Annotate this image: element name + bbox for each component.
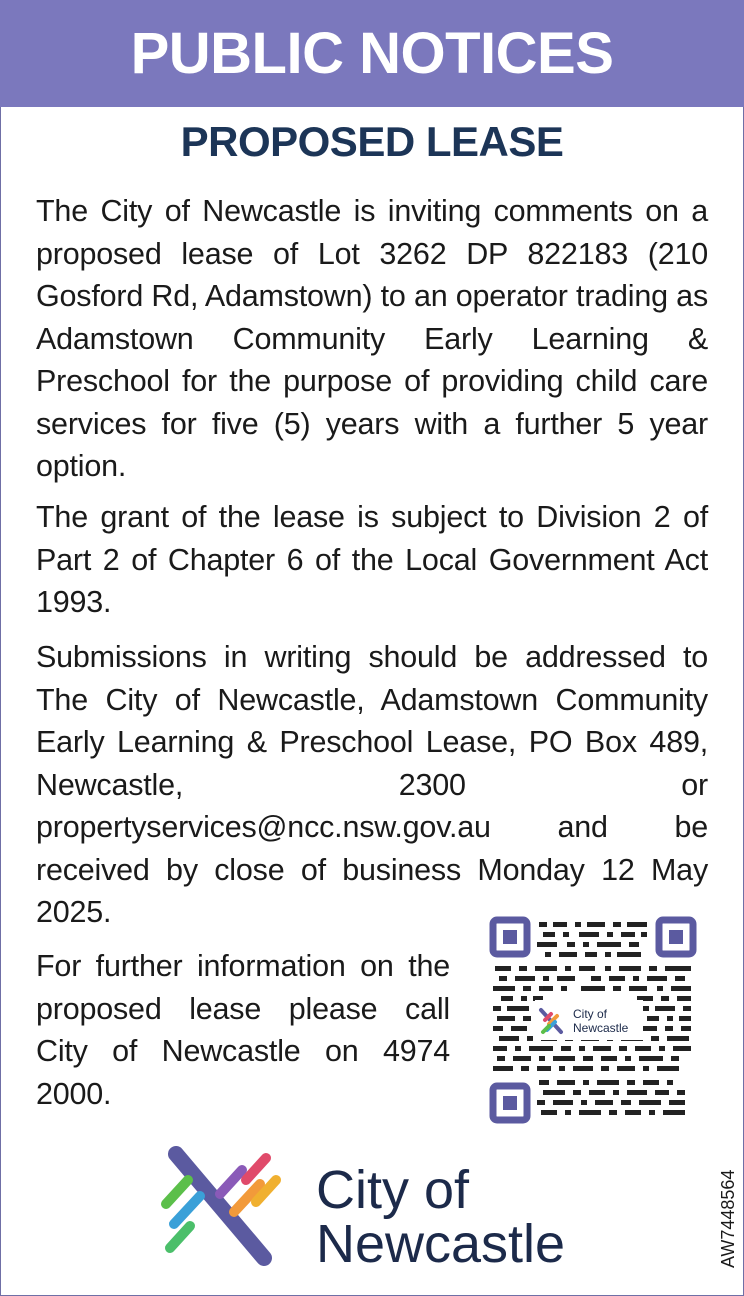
paragraph-further-info: For further information on the proposed lease please call City of Newcastle on 4974 2000. bbox=[36, 949, 450, 1111]
banner-title: PUBLIC NOTICES bbox=[0, 0, 744, 107]
logo-text-line1: City of bbox=[316, 1160, 470, 1220]
qr-logo-text-line2: Newcastle bbox=[573, 1021, 629, 1035]
logo-mark-icon bbox=[166, 1154, 276, 1258]
paragraph-legislation: The grant of the lease is subject to Division 2 of Part 2 of Chapter 6 of the Local Government Act 1993. bbox=[36, 500, 708, 619]
city-of-newcastle-logo bbox=[160, 1140, 600, 1275]
qr-logo-text-line1: City of bbox=[573, 1007, 608, 1021]
reference-number: AW7448564 bbox=[718, 1169, 738, 1268]
qr-code[interactable] bbox=[487, 914, 699, 1126]
paragraph-submissions: Submissions in writing should be addressed to The City of Newcastle, Adamstown Community Early Learning & Preschool Lease, PO Box 489, Newcastle, 2300 or propertyservices@ncc.nsw.gov.au and be received by close of business Monday 12 May 2025. bbox=[36, 640, 708, 929]
notice-heading: PROPOSED LEASE bbox=[180, 118, 564, 165]
logo-text-line2: Newcastle bbox=[316, 1214, 566, 1274]
paragraph-intro: The City of Newcastle is inviting comments on a proposed lease of Lot 3262 DP 822183 (210 Gosford Rd, Adamstown) to an operator trading as Adamstown Community Early Learning & Preschool for the purpose of providing child care services for five (5) years with a further 5 year option. bbox=[36, 194, 708, 483]
